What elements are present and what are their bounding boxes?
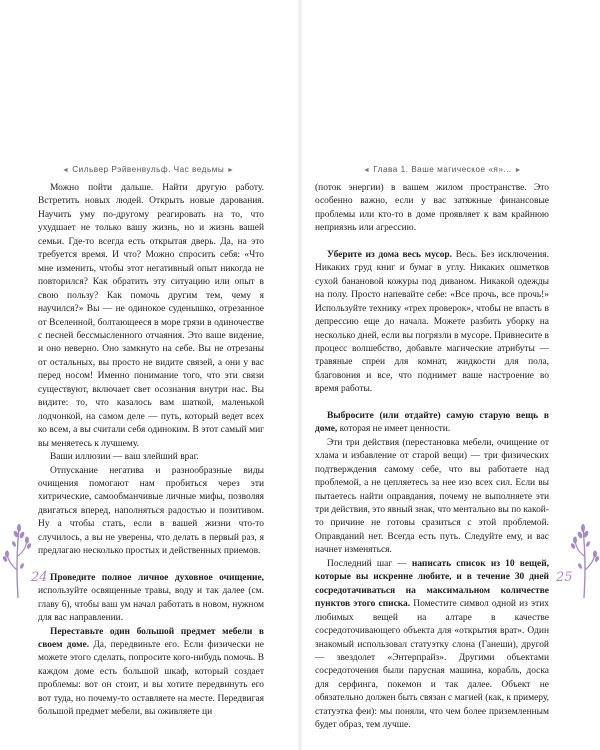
paragraph: Можно пойти дальше. Найти другую работу. Встретить новых людей. Открыть новые дарования. Научить уму по-другому реагировать на то, что ухудшает не только вашу жизнь, но и жизнь вашей семьи. Где-то всегда есть открытая дверь. Да, на это требуется время. И что? Можно спросить себя: «Что мне изменить, чтобы этот негативный опыт никогда не повторился? Как обратить эту ситуацию или опыт в свою пользу? Как помочь другим тем, чему я научился?» Вы — не одинокое суденышко, отрезанное от Вселенной, болтающееся в море грязи в одиночестве с песней бессмысленного отчаяния. Это ваше видение, и оно неверно. Оно замкнуто на себе. Вы не отрезаны от остальных, вы просто не видите связей, а они у вас перед носом! Именно понимание того, что эти связи существуют, включает свет осознания внутри нас. Вы видите: то, что казалось вам шаткой, маленькой лодчонкой, на самом деле — путь, который ведет всех ко всем, а вы считали себя одиноким. В этот самый миг вы меняетесь к лучшему. — [38, 183, 264, 449]
right-page-body — [315, 182, 549, 733]
arrow-left-icon: ◄ — [363, 167, 371, 174]
running-header-right — [363, 165, 522, 174]
paragraph: Эти три действия (перестановка мебели, очищение от хлама и избавление от старой вещи) — три физических подтверждения самому себе, что вы работаете над проблемой, а не цепляетесь за нее изо всех сил. Если вы пытаетесь найти оправдания, почему не выполняете эти три действия, это явный знак, что ментально вы по какой-то причине не готовы сразиться с этой проблемой. Оправданий нет. Всегда есть путь. Следуйте ему, и вас начнет изменяться. — [315, 437, 549, 556]
running-header-left — [62, 165, 234, 174]
running-header-text: Сильвер Рэйвенвульф. Час ведьмы — [72, 165, 225, 174]
lavender-sprig-icon — [2, 520, 32, 605]
paragraph: Отпускание негатива и разнообразные виды очищения помогают нам пробиться через эти хитрические, самообманчивые личные мифы, позволяя двигаться вперед, наполняться радостью и позитивом. Ну а чтобы стать, если в вашей жизни что-то случилось, а вы не уверены, что делать в первый раз, я предлагаю несколько простых и действенных приемов. — [38, 465, 264, 557]
arrow-right-icon: ► — [514, 167, 522, 174]
page-number-left: 24 — [31, 570, 48, 585]
paragraph: Уберите из дома весь мусор. Весь. Без исключения. Никаких груд книг и бумаг в углу. Никаких ошметков сухой банановой кожуры под диваном. Никакой одежды на полу. Просто напевайте себе: «Все прочь, все прочь!» Используйте технику «трех проверок», чтобы не впасть в депрессию еще до начала. Можете разбить уборку на несколько дней, если вы погрязли в мусоре. Привнесите в процесс волшебство, добавьте магические атрибуты — травяные спреи для комнат, жидкости для пола, благовония и все, что поднимет ваше настроение во время работы. — [315, 249, 549, 395]
right-page — [300, 0, 600, 750]
arrow-left-icon: ◄ — [62, 167, 70, 174]
paragraph: Ваши иллюзии — ваш злейший враг. — [50, 452, 199, 463]
running-header-text: Глава 1. Ваше магическое «я»... — [373, 165, 512, 174]
paragraph: Выбросите (или отдайте) самую старую вещь в доме, которая не имеет ценности. — [315, 410, 549, 435]
paragraph: Проведите полное личное духовное очищение, используйте освященные травы, воду и так далее (см. главу 6), чтобы ваш ум начал работать в новом, нужном для вас направлении. — [38, 572, 264, 624]
left-page-body — [38, 182, 264, 720]
paragraph: (поток энергии) в вашем жилом пространстве. Это особенно важно, если у вас затяжные финансовые проблемы или кто-то в доме проявляет к вам крайнюю неприязнь или агрессию. — [315, 183, 549, 234]
arrow-right-icon: ► — [227, 167, 235, 174]
lavender-sprig-icon — [570, 520, 600, 605]
page-number-right: 25 — [556, 570, 573, 585]
paragraph: Последний шаг — написать список из 10 вещей, которые вы искренне любите, и в течение 30 дней сосредотачиваться на максимальном количестве пунктов этого списка. Поместите символ одной из этих любимых вещей на алтаре в качестве сосредоточивающего объекта для «открытия врат». Один знакомый использовал статуэтку слона (Ганеши), другой — звездолет «Энтерпрайз». Другими объектами сосредоточения были парусная машина, корабль, доска для серфинга, покемон и так далее. Объект не обязательно должен быть связан с магией (как, к примеру, статуэтка феи): мы поняли, что чем более приземленным будет образ, тем лучше. — [315, 558, 549, 731]
paragraph: Переставьте один большой предмет мебели в своем доме. Да, передвиньте его. Если физически не можете этого сделать, попросите кого-нибудь помочь. В каждом доме есть большой шкаф, который создает проблемы: вот он стоит, и вы хотите передвинуть его вот туда, но почему-то оставляете на месте. Передвигая большой предмет мебели, вы оживляете ци — [38, 626, 264, 718]
